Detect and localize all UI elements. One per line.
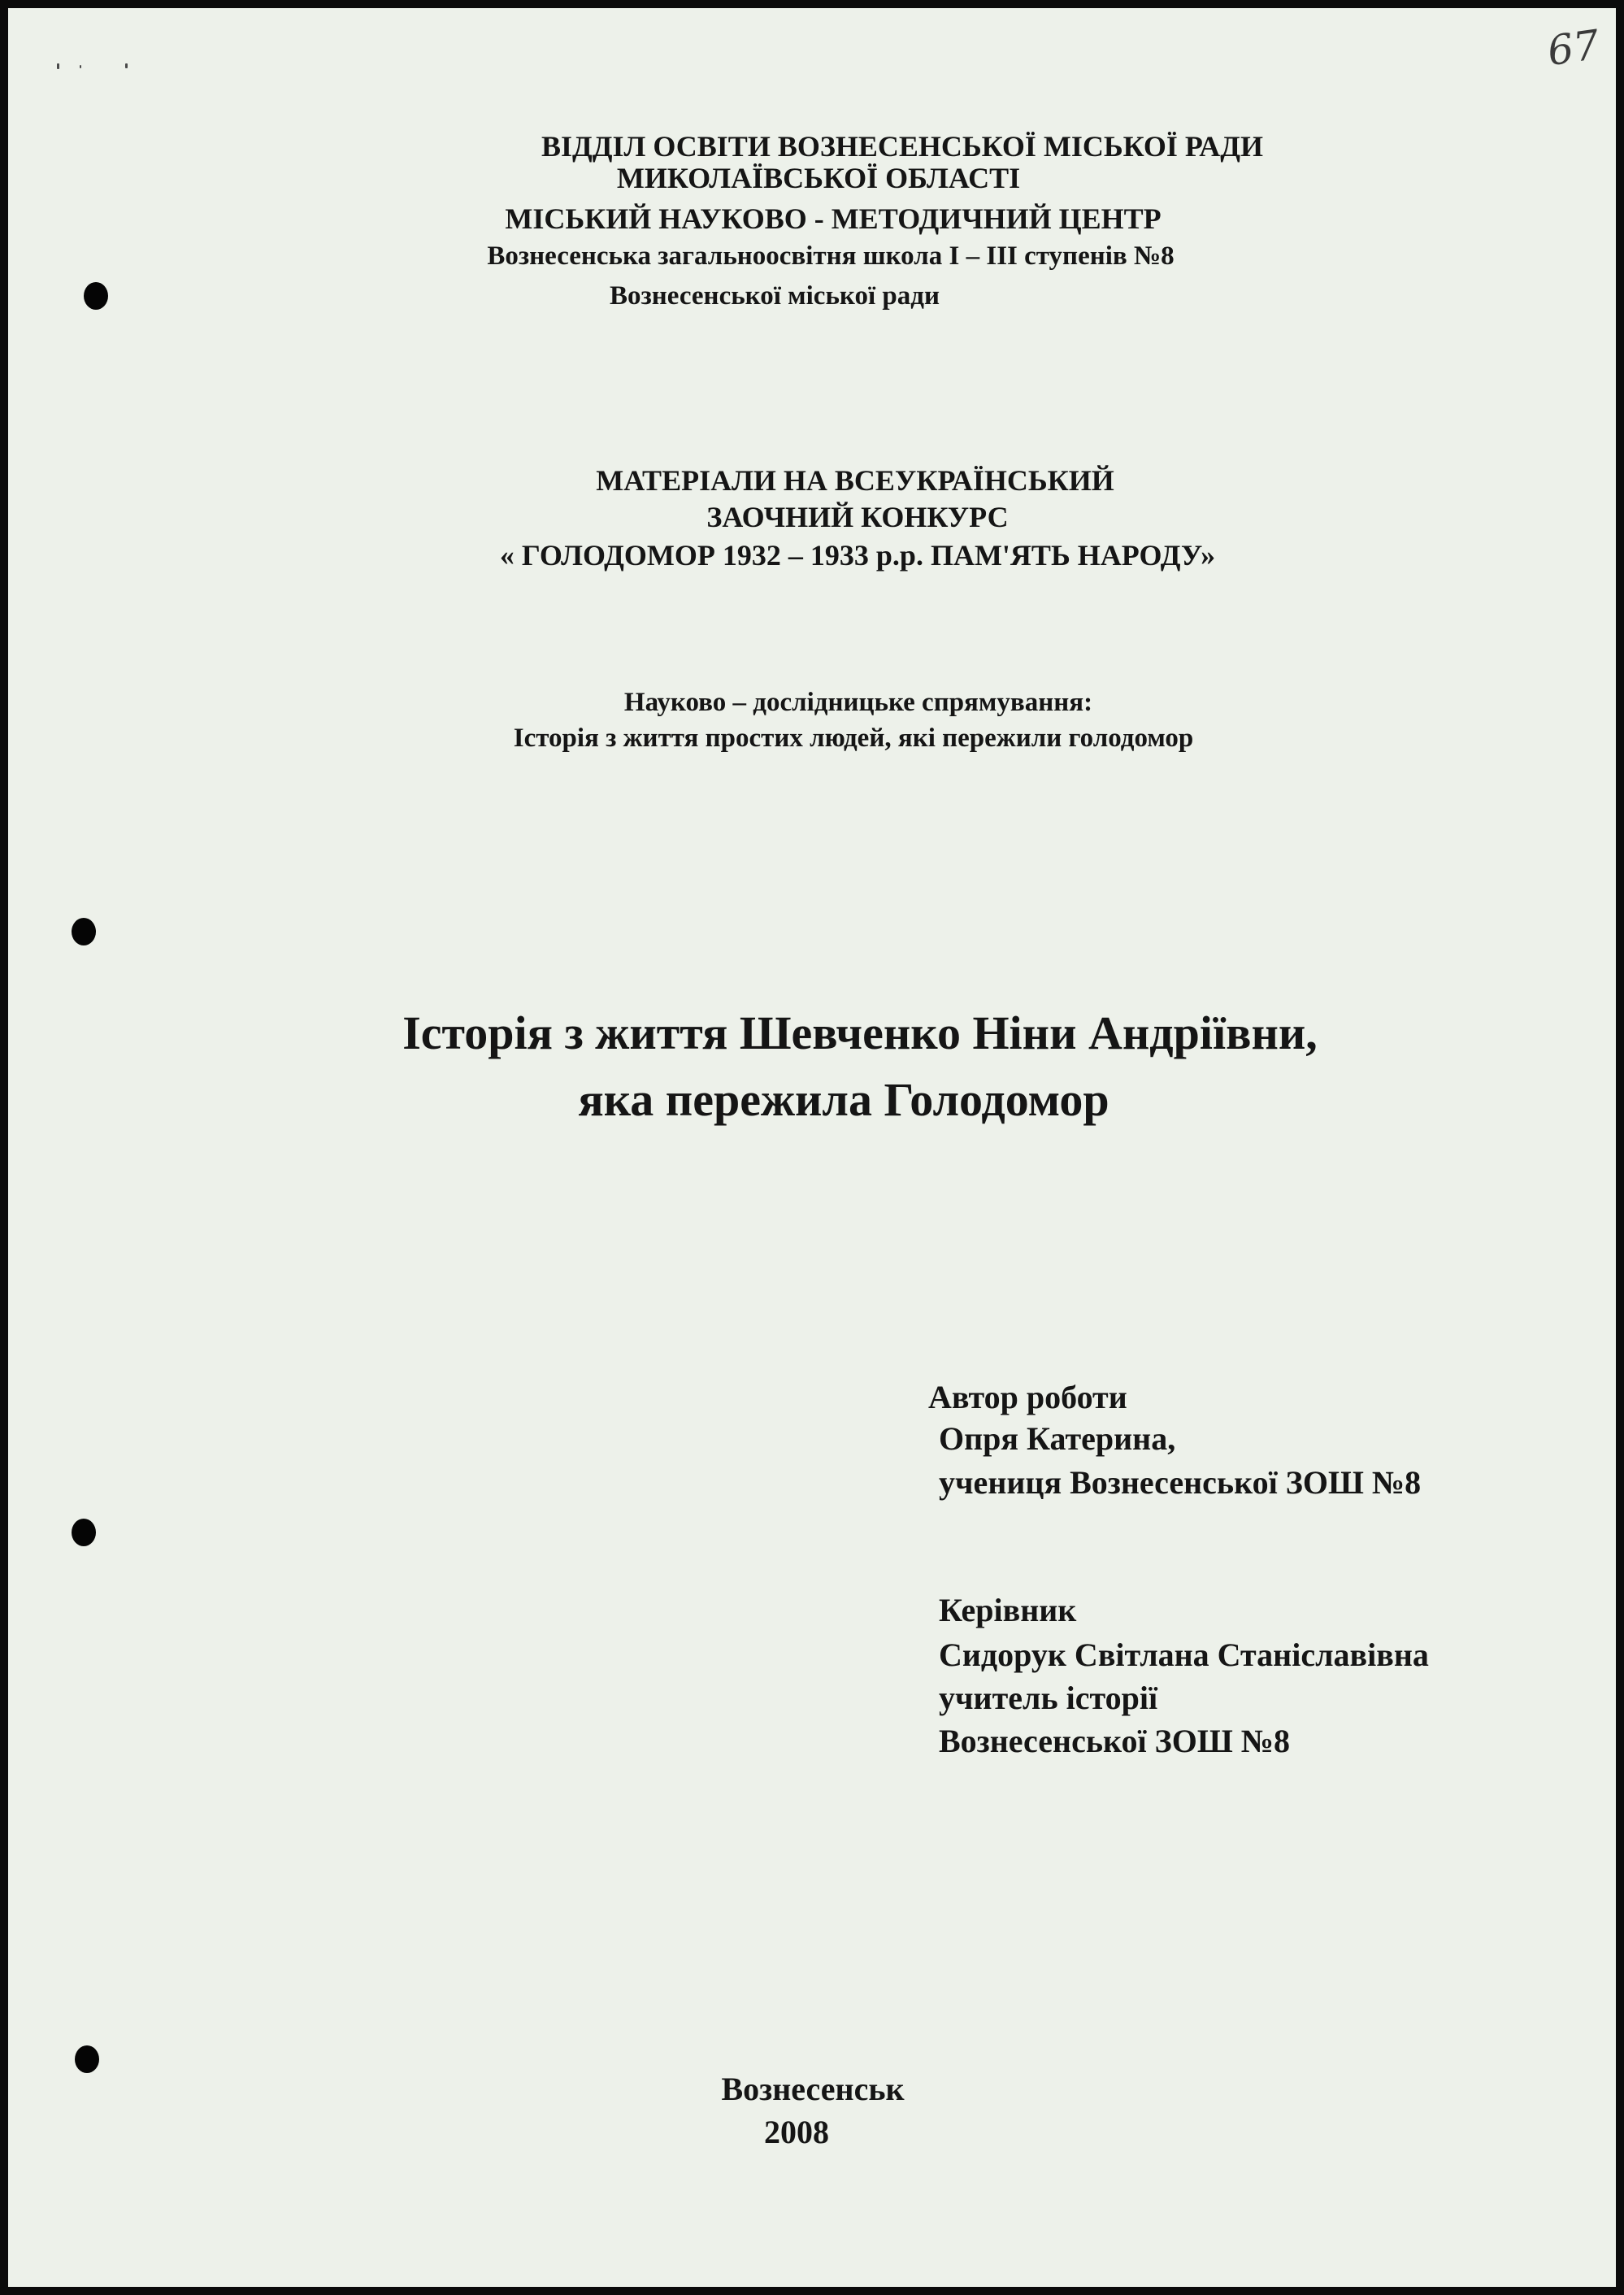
punch-hole (72, 1519, 96, 1546)
scan-speck (80, 65, 81, 68)
footer-year: 2008 (764, 2114, 829, 2150)
author-label: Автор роботи (928, 1379, 1127, 1415)
supervisor-position: учитель історії (939, 1680, 1158, 1716)
punch-hole (84, 282, 108, 310)
supervisor-name: Сидорук Світлана Станіславівна (939, 1636, 1429, 1673)
header-line: ВІДДІЛ ОСВІТИ ВОЗНЕСЕНСЬКОЇ МІСЬКОЇ РАДИ (541, 130, 1264, 163)
scan-speck (57, 63, 59, 69)
header-line: Вознесенська загальноосвітня школа І – ІІІ ступенів №8 (487, 241, 1175, 271)
author-description: учениця Вознесенської ЗОШ №8 (939, 1464, 1422, 1501)
supervisor-label: Керівник (939, 1592, 1077, 1628)
title-line: яка пережила Голодомор (578, 1073, 1109, 1126)
header-line: МІСЬКИЙ НАУКОВО - МЕТОДИЧНИЙ ЦЕНТР (505, 202, 1162, 235)
supervisor-school: Вознесенської ЗОШ №8 (939, 1723, 1290, 1759)
header-line: Вознесенської міської ради (610, 281, 940, 311)
author-name: Опря Катерина, (939, 1420, 1176, 1457)
punch-hole (75, 2045, 99, 2073)
punch-hole (72, 918, 96, 945)
scan-speck (125, 63, 128, 68)
direction-line: Історія з життя простих людей, які пережили голодомор (513, 724, 1194, 753)
handwritten-page-number: 67 (1544, 20, 1603, 76)
contest-line: ЗАОЧНИЙ КОНКУРС (706, 501, 1009, 533)
title-line: Історія з життя Шевченко Ніни Андріївни, (402, 1006, 1318, 1059)
footer-city: Вознесенськ (721, 2071, 905, 2107)
document-page (8, 8, 1616, 2287)
contest-line: МАТЕРІАЛИ НА ВСЕУКРАЇНСЬКИЙ (596, 464, 1114, 497)
contest-line: « ГОЛОДОМОР 1932 – 1933 р.р. ПАМ'ЯТЬ НАРОДУ» (499, 539, 1216, 572)
header-line: МИКОЛАЇВСЬКОЇ ОБЛАСТІ (616, 162, 1021, 194)
direction-line: Науково – дослідницьке спрямування: (623, 688, 1093, 717)
